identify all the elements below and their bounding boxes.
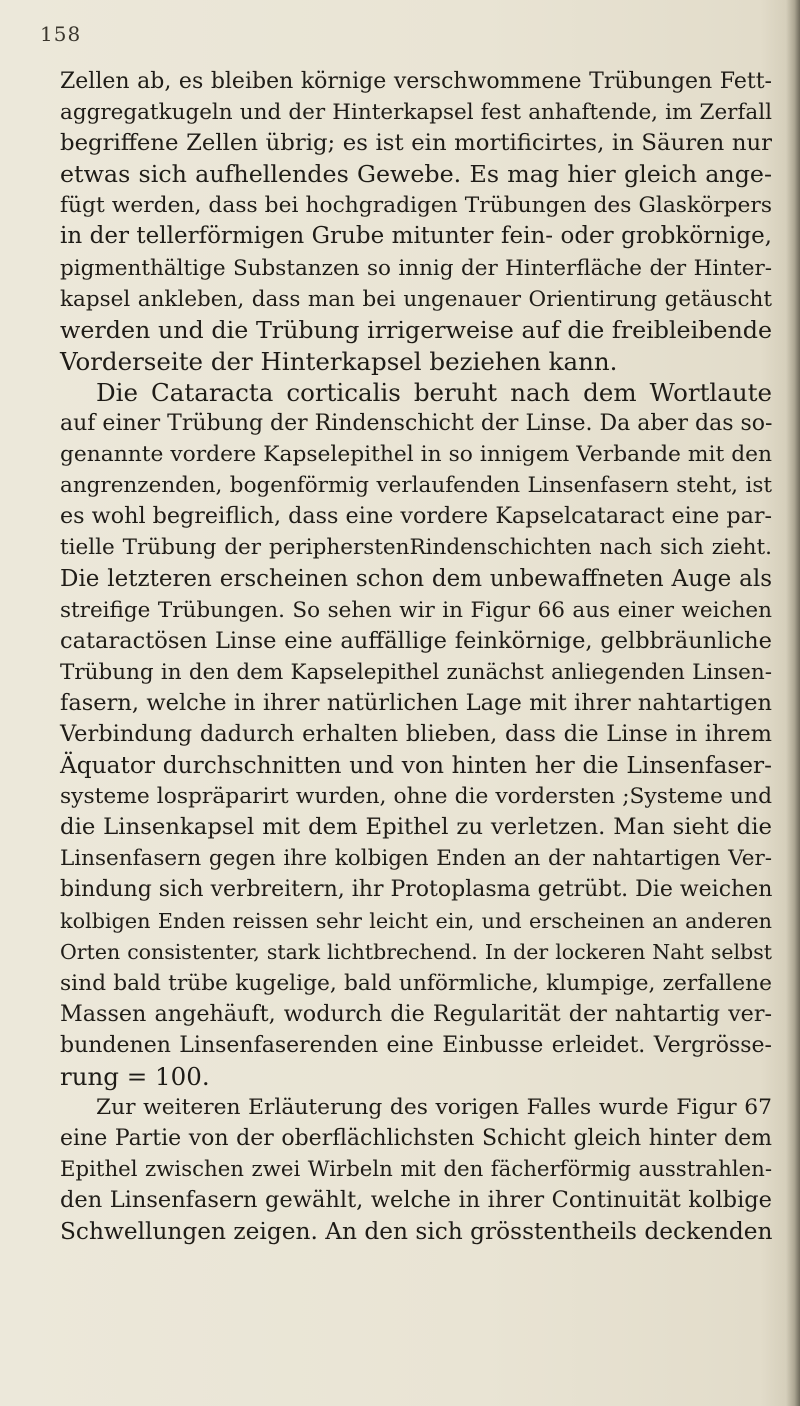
text-line: es wohl begreiflich, dass eine vordere Kapselcataract eine par- <box>60 503 772 530</box>
page-number: 158 <box>40 22 82 46</box>
text-line: sind bald trübe kugelige, bald unförmliche, klumpige, zerfallene <box>60 970 772 996</box>
paragraph-start-line: Zur weiteren Erläuterung des vorigen Falles wurde Figur 67 <box>96 1095 772 1121</box>
text-line: Verbindung dadurch erhalten blieben, dass die Linse in ihrem <box>60 720 772 747</box>
text-line: kapsel ankleben, dass man bei ungenauer Orientirung getäuscht <box>60 286 772 312</box>
text-line: genannte vordere Kapselepithel in so innigem Verbande mit den <box>60 442 772 468</box>
text-line: eine Partie von der oberflächlichsten Schicht gleich hinter dem <box>60 1126 772 1152</box>
text-line: Die letzteren erscheinen schon dem unbewaffneten Auge als <box>60 565 772 592</box>
body-text <box>60 66 772 1248</box>
text-line: auf einer Trübung der Rindenschicht der Linse. Da aber das so- <box>60 411 773 437</box>
text-line: angrenzenden, bogenförmig verlaufenden Linsenfasern steht, ist <box>60 473 772 499</box>
text-line: rung = 100. <box>60 1062 210 1091</box>
text-line: streifige Trübungen. So sehen wir in Figur 66 aus einer weichen <box>60 597 772 623</box>
text-line: bundenen Linsenfaserenden eine Einbusse erleidet. Vergrösse- <box>60 1032 772 1058</box>
text-line: etwas sich aufhellendes Gewebe. Es mag hier gleich ange- <box>60 160 772 189</box>
text-line: Trübung in den dem Kapselepithel zunächst anliegenden Linsen- <box>60 659 772 685</box>
text-line: in der tellerförmigen Grube mitunter fein- oder grobkörnige, <box>60 223 772 250</box>
text-line: cataractösen Linse eine auffällige feinkörnige, gelbbräunliche <box>60 627 772 654</box>
text-line: begriffene Zellen übrig; es ist ein mortificirtes, in Säuren nur <box>60 130 772 157</box>
text-line: Orten consistenter, stark lichtbrechend. In der lockeren Naht selbst <box>60 939 772 964</box>
page-edge-shadow <box>786 0 800 1406</box>
paragraph-start-line: Die Cataracta corticalis beruht nach dem Wortlaute <box>96 377 772 407</box>
text-line: Äquator durchschnitten und von hinten her die Linsenfaser- <box>60 752 772 780</box>
text-line: Epithel zwischen zwei Wirbeln mit den fächerförmig ausstrahlen- <box>60 1157 772 1183</box>
text-line: aggregatkugeln und der Hinterkapsel fest anhaftende, im Zerfall <box>60 100 772 126</box>
text-line: Schwellungen zeigen. An den sich grösstentheils deckenden <box>60 1218 773 1246</box>
text-line: die Linsenkapsel mit dem Epithel zu verletzen. Man sieht die <box>60 814 772 841</box>
text-line: kolbigen Enden reissen sehr leicht ein, und erscheinen an anderen <box>60 908 772 933</box>
text-line: systeme lospräparirt wurden, ohne die vordersten ;Systeme und <box>60 784 772 810</box>
text-line: fügt werden, dass bei hochgradigen Trübungen des Glaskörpers <box>60 193 772 219</box>
text-line: fasern, welche in ihrer natürlichen Lage mit ihrer nahtartigen <box>60 689 772 716</box>
text-line: den Linsenfasern gewählt, welche in ihrer Continuität kolbige <box>60 1187 772 1214</box>
text-line: bindung sich verbreitern, ihr Protoplasma getrübt. Die weichen <box>60 877 773 903</box>
text-line: Linsenfasern gegen ihre kolbigen Enden an der nahtartigen Ver- <box>60 846 772 872</box>
text-line: tielle Trübung der peripherstenRindenschichten nach sich zieht. <box>60 535 772 561</box>
text-line: Massen angehäuft, wodurch die Regularität der nahtartig ver- <box>60 1000 772 1027</box>
text-line: pigmenthältige Substanzen so innig der Hinterfläche der Hinter- <box>60 255 772 281</box>
text-line: Zellen ab, es bleiben körnige verschwommene Trübungen Fett- <box>60 69 772 94</box>
text-line: werden und die Trübung irrigerweise auf die freibleibende <box>60 315 772 344</box>
text-line: Vorderseite der Hinterkapsel beziehen kann. <box>60 346 618 376</box>
